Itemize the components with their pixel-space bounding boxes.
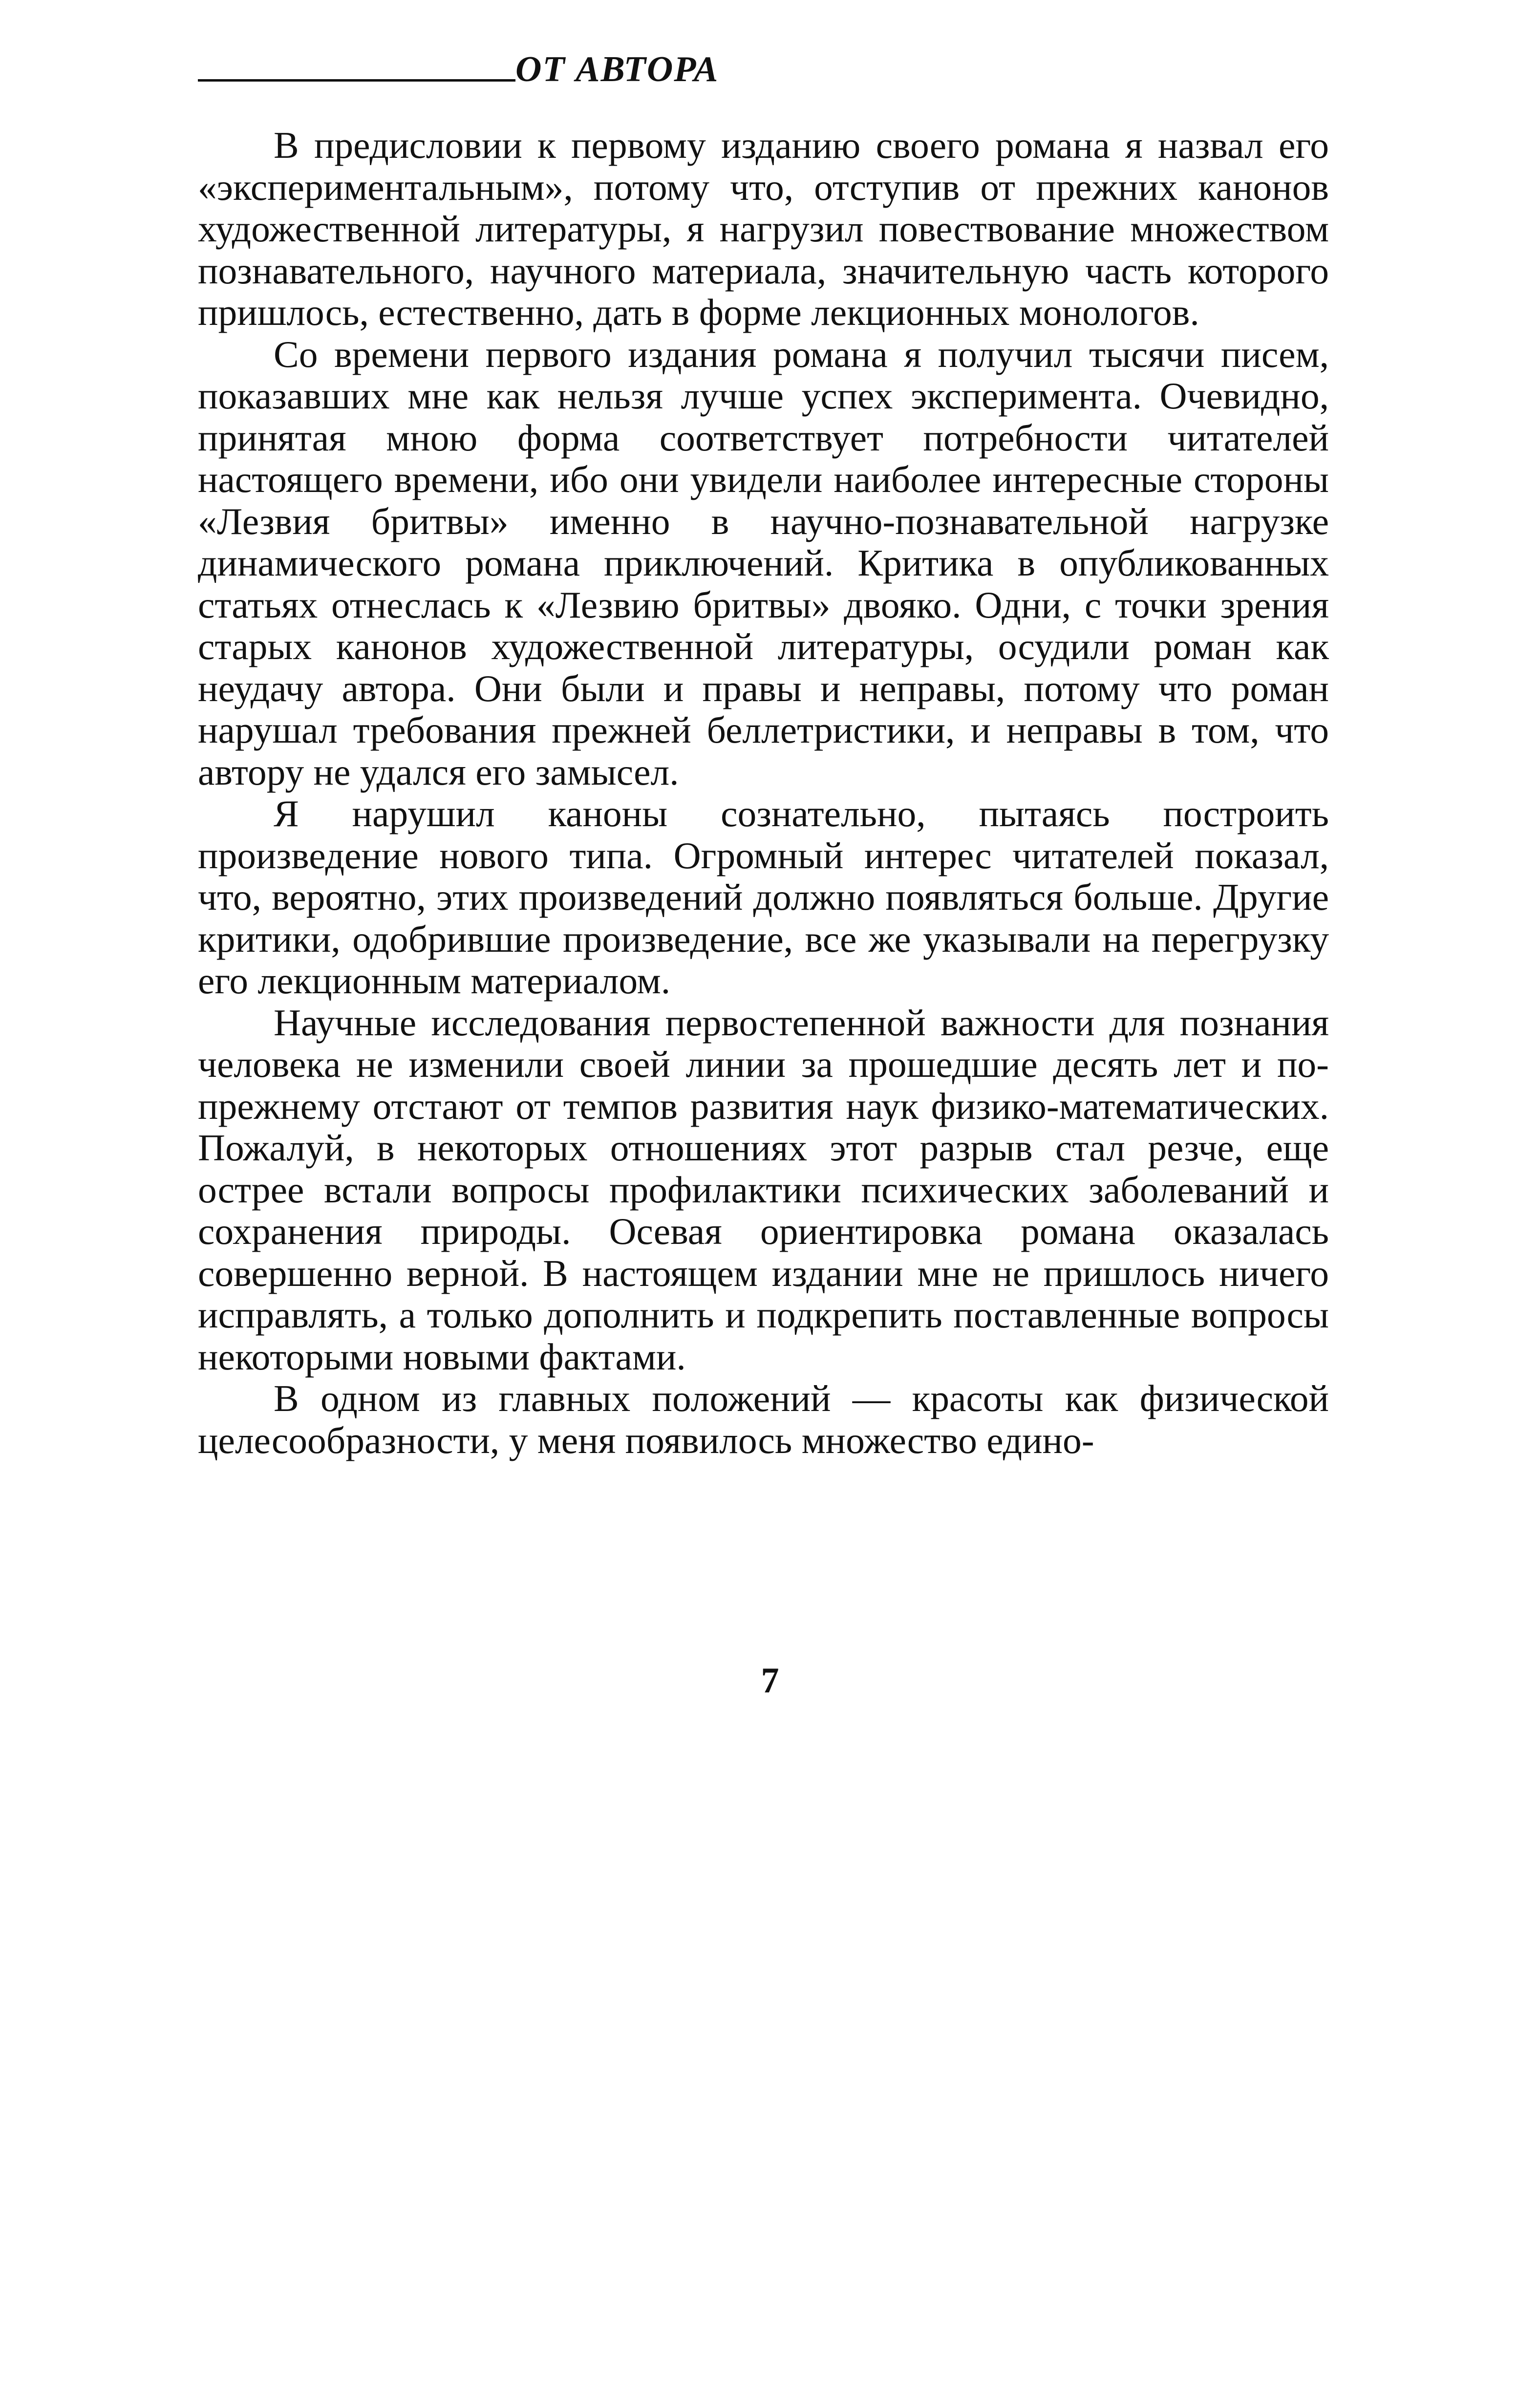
page-number: 7 <box>761 1661 779 1701</box>
running-head-title: ОТ АВТОРА <box>515 49 719 89</box>
running-head-rule <box>198 79 515 82</box>
paragraph-2: Со времени первого издания романа я получил тысячи писем, показавших мне как нельзя лучше успех эксперимента. Очевидно, принятая мною форма соответствует потребности читателей настоящего времени, ибо они увидели наиболее интересные стороны «Лезвия бритвы» именно в научно-познавательной нагрузке динамического романа приключений. Критика в опубликованных статьях отнеслась к «Лезвию бритвы» двояко. Одни, с точки зрения старых канонов художественной литературы, осудили роман как неудачу автора. Они были и правы и неправы, потому что роман нарушал требования прежней беллетристики, и неправы в том, что автору не удался его замысел. <box>198 333 1329 793</box>
main-text <box>198 125 1329 1461</box>
paragraph-1: В предисловии к первому изданию своего романа я назвал его «экспериментальным», потому что, отступив от прежних канонов художественной литературы, я нагрузил повествование множеством познавательного, научного материала, значительную часть которого пришлось, естественно, дать в форме лекционных монологов. <box>198 124 1329 333</box>
paragraph-3: Я нарушил каноны сознательно, пытаясь построить произведение нового типа. Огромный интерес читателей показал, что, вероятно, этих произведений должно появляться больше. Другие критики, одобрившие произведение, все же указывали на перегрузку его лекционным материалом. <box>198 792 1329 1002</box>
running-head <box>198 47 767 96</box>
paragraph-4: Научные исследования первостепенной важности для познания человека не изменили своей линии за прошедшие десять лет и по-прежнему отстают от темпов развития наук физико-математических. Пожалуй, в некоторых отношениях этот разрыв стал резче, еще острее встали вопросы профилактики психических заболеваний и сохранения природы. Осевая ориентировка романа оказалась совершенно верной. В настоящем издании мне не пришлось ничего исправлять, а только дополнить и подкрепить поставленные вопросы некоторыми новыми фактами. <box>198 1001 1329 1378</box>
paragraph-5: В одном из главных положений — красоты как физической целесообразности, у меня появилось множество едино- <box>198 1377 1329 1461</box>
